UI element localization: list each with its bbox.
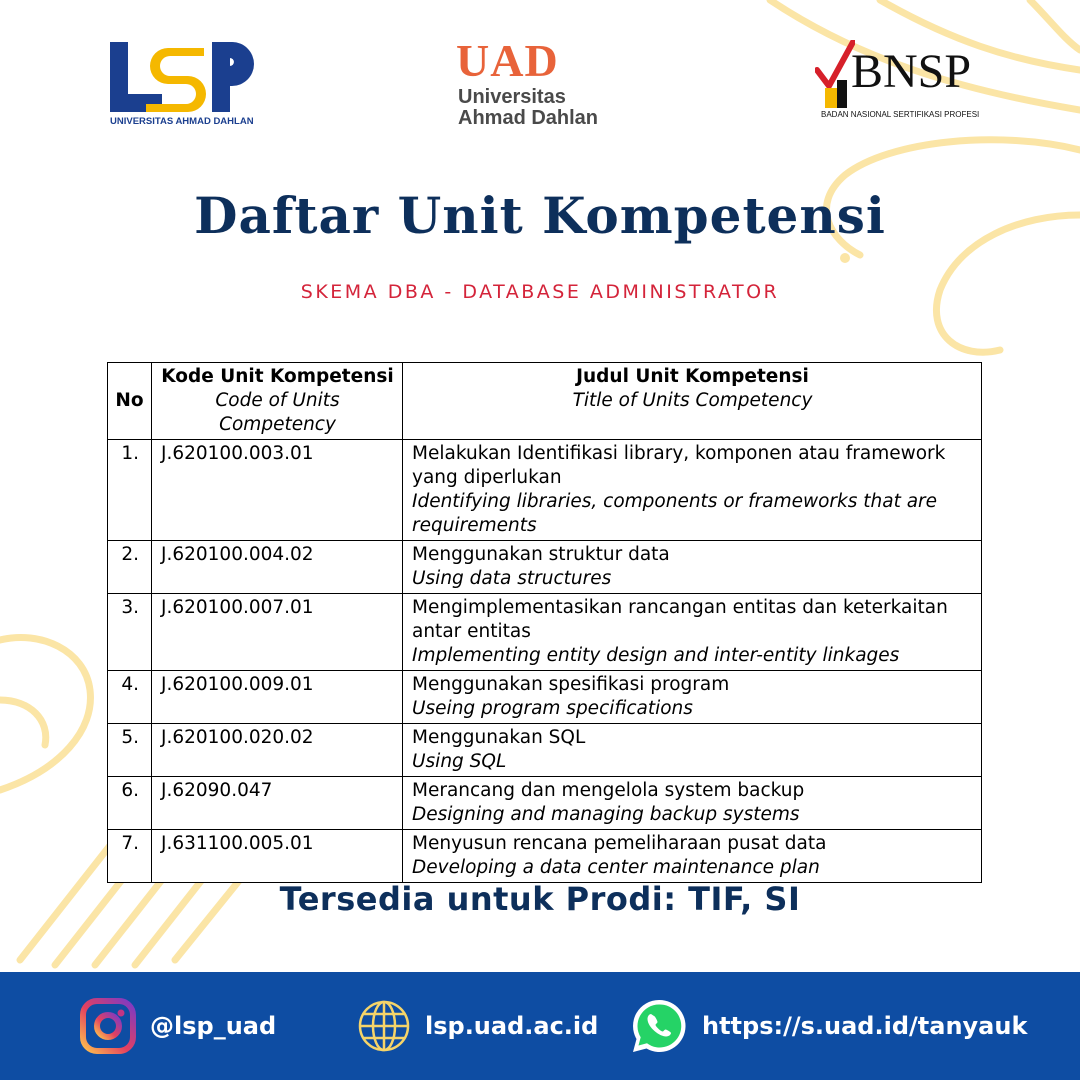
row-title-id: Menggunakan struktur data: [412, 544, 670, 565]
uad-logo-line2: Ahmad Dahlan: [458, 107, 599, 129]
row-code: J.620100.020.02: [152, 724, 403, 777]
competency-table: [107, 362, 982, 883]
whatsapp-icon: [630, 997, 688, 1055]
whatsapp-link[interactable]: [630, 972, 1027, 1080]
header-no: No: [108, 363, 152, 440]
table-row: [108, 830, 982, 883]
row-title-id: Menyusun rencana pemeliharaan pusat data: [412, 833, 827, 854]
row-title: [403, 777, 982, 830]
website-url: lsp.uad.ac.id: [425, 1012, 599, 1040]
row-code: J.620100.004.02: [152, 541, 403, 594]
bnsp-logo: [815, 38, 985, 128]
row-number: 1.: [108, 440, 152, 541]
table-row: [108, 594, 982, 671]
instagram-handle: @lsp_uad: [150, 1012, 277, 1040]
row-title-id: Menggunakan SQL: [412, 727, 586, 748]
row-code: J.62090.047: [152, 777, 403, 830]
header-judul-label: Judul Unit Kompetensi: [576, 366, 809, 387]
header-kode-label: Kode Unit Kompetensi: [161, 366, 394, 387]
lsp-logo-caption: UNIVERSITAS AHMAD DAHLAN: [110, 116, 254, 127]
table-row: [108, 440, 982, 541]
header-judul-english: Title of Units Competency: [572, 390, 813, 411]
row-title-en: Using data structures: [412, 568, 612, 589]
logo-bar: [0, 35, 1080, 138]
row-title-id: Menggunakan spesifikasi program: [412, 674, 730, 695]
table-row: [108, 777, 982, 830]
page-subtitle: SKEMA DBA - DATABASE ADMINISTRATOR: [300, 281, 780, 303]
table-row: [108, 671, 982, 724]
globe-icon: [357, 999, 411, 1053]
bnsp-logo-mark: BNSP: [851, 45, 972, 98]
row-number: 4.: [108, 671, 152, 724]
row-title: [403, 440, 982, 541]
table-header-row: [108, 363, 982, 440]
row-title-en: Developing a data center maintenance plan: [412, 857, 820, 878]
row-title-id: Mengimplementasikan rancangan entitas dan keterkaitan antar entitas: [412, 597, 948, 642]
row-title-en: Implementing entity design and inter-entity linkages: [412, 645, 900, 666]
row-title-en: Useing program specifications: [412, 698, 693, 719]
row-code: J.620100.009.01: [152, 671, 403, 724]
row-title: [403, 594, 982, 671]
row-number: 5.: [108, 724, 152, 777]
row-code: J.620100.003.01: [152, 440, 403, 541]
row-title-en: Identifying libraries, components or frameworks that are requirements: [412, 491, 938, 536]
bnsp-logo-caption: BADAN NASIONAL SERTIFIKASI PROFESI: [821, 110, 980, 119]
uad-logo-mark: UAD: [456, 35, 559, 86]
row-number: 2.: [108, 541, 152, 594]
prodi-availability: Tersedia untuk Prodi: TIF, SI: [279, 880, 801, 918]
row-number: 3.: [108, 594, 152, 671]
row-title-id: Merancang dan mengelola system backup: [412, 780, 805, 801]
page-title: Daftar Unit Kompetensi: [194, 186, 886, 245]
header-judul: [403, 363, 982, 440]
header-kode-english: Code of Units Competency: [215, 390, 340, 435]
uad-logo-line1: Universitas: [458, 86, 566, 108]
instagram-link[interactable]: [80, 972, 276, 1080]
row-code: J.620100.007.01: [152, 594, 403, 671]
header-kode: [152, 363, 403, 440]
row-title: [403, 724, 982, 777]
row-title: [403, 541, 982, 594]
table-row: [108, 541, 982, 594]
row-title: [403, 830, 982, 883]
lsp-logo: [108, 40, 268, 130]
instagram-icon: [80, 998, 136, 1054]
row-code: J.631100.005.01: [152, 830, 403, 883]
whatsapp-url: https://s.uad.id/tanyauk: [702, 1012, 1028, 1040]
row-number: 6.: [108, 777, 152, 830]
row-title-en: Using SQL: [412, 751, 507, 772]
footer-bar: [0, 972, 1080, 1080]
row-number: 7.: [108, 830, 152, 883]
row-title: [403, 671, 982, 724]
table-row: [108, 724, 982, 777]
website-link[interactable]: [357, 972, 598, 1080]
row-title-id: Melakukan Identifikasi library, komponen atau framework yang diperlukan: [412, 443, 946, 488]
row-title-en: Designing and managing backup systems: [412, 804, 800, 825]
bnsp-emblem-icon: [815, 40, 855, 110]
uad-logo: [456, 35, 626, 133]
